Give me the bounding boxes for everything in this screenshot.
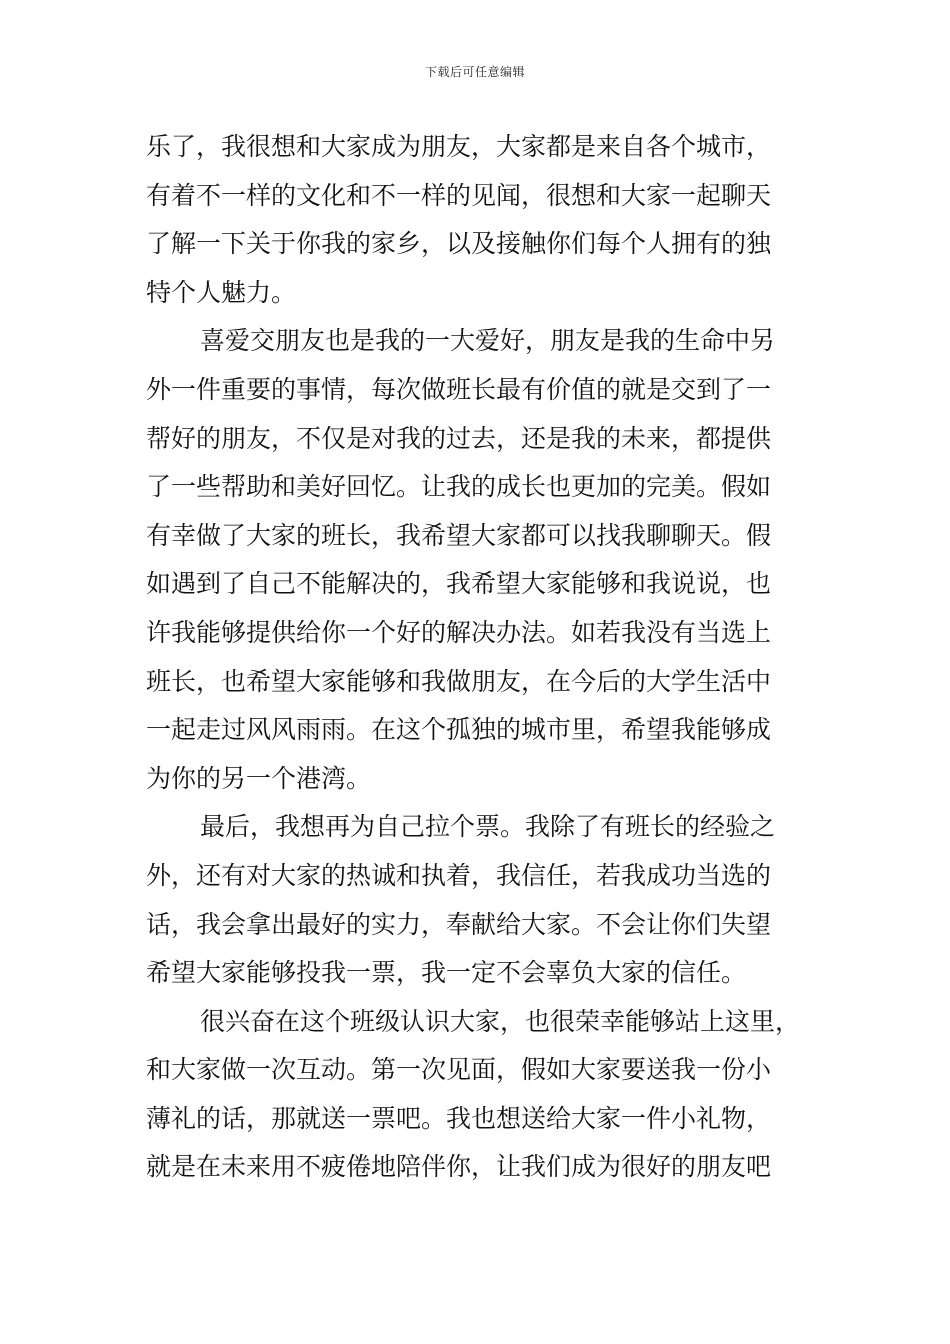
text-line: 最后，我想再为自己拉个票。我除了有班长的经验之 xyxy=(200,812,776,842)
text-line: 外一件重要的事情，每次做班长最有价值的就是交到了一 xyxy=(146,374,772,404)
text-line: 为你的另一个港湾。 xyxy=(146,763,372,793)
text-line: 和大家做一次互动。第一次见面，假如大家要送我一份小 xyxy=(146,1055,772,1085)
text-line: 希望大家能够投我一票，我一定不会辜负大家的信任。 xyxy=(146,958,747,988)
text-line: 有着不一样的文化和不一样的见闻，很想和大家一起聊天 xyxy=(146,180,772,210)
paragraph xyxy=(146,123,810,317)
paragraph xyxy=(146,998,810,1192)
text-line: 许我能够提供给你一个好的解决办法。如若我没有当选上 xyxy=(146,617,772,647)
text-line: 很兴奋在这个班级认识大家，也很荣幸能够站上这里， xyxy=(200,1006,801,1036)
text-line: 特个人魅力。 xyxy=(146,277,297,307)
paragraph xyxy=(146,317,810,803)
document-body xyxy=(146,123,810,1192)
text-line: 外，还有对大家的热诚和执着，我信任，若我成功当选的 xyxy=(146,860,772,890)
paragraph xyxy=(146,803,810,997)
text-line: 薄礼的话，那就送一票吧。我也想送给大家一件小礼物， xyxy=(146,1103,772,1133)
page-header: 下载后可任意编辑 xyxy=(424,65,525,79)
text-line: 了解一下关于你我的家乡，以及接触你们每个人拥有的独 xyxy=(146,229,772,259)
text-line: 有幸做了大家的班长，我希望大家都可以找我聊聊天。假 xyxy=(146,520,772,550)
text-line: 了一些帮助和美好回忆。让我的成长也更加的完美。假如 xyxy=(146,472,772,502)
text-line: 喜爱交朋友也是我的一大爱好，朋友是我的生命中另 xyxy=(200,326,776,356)
text-line: 帮好的朋友，不仅是对我的过去，还是我的未来，都提供 xyxy=(146,423,772,453)
text-line: 就是在未来用不疲倦地陪伴你，让我们成为很好的朋友吧 xyxy=(146,1152,772,1182)
text-line: 乐了，我很想和大家成为朋友，大家都是来自各个城市， xyxy=(146,132,772,161)
text-line: 如遇到了自己不能解决的，我希望大家能够和我说说，也 xyxy=(146,569,772,599)
text-line: 话，我会拿出最好的实力，奉献给大家。不会让你们失望 xyxy=(146,909,772,939)
text-line: 班长，也希望大家能够和我做朋友，在今后的大学生活中 xyxy=(146,666,772,696)
text-line: 一起走过风风雨雨。在这个孤独的城市里，希望我能够成 xyxy=(146,715,772,745)
